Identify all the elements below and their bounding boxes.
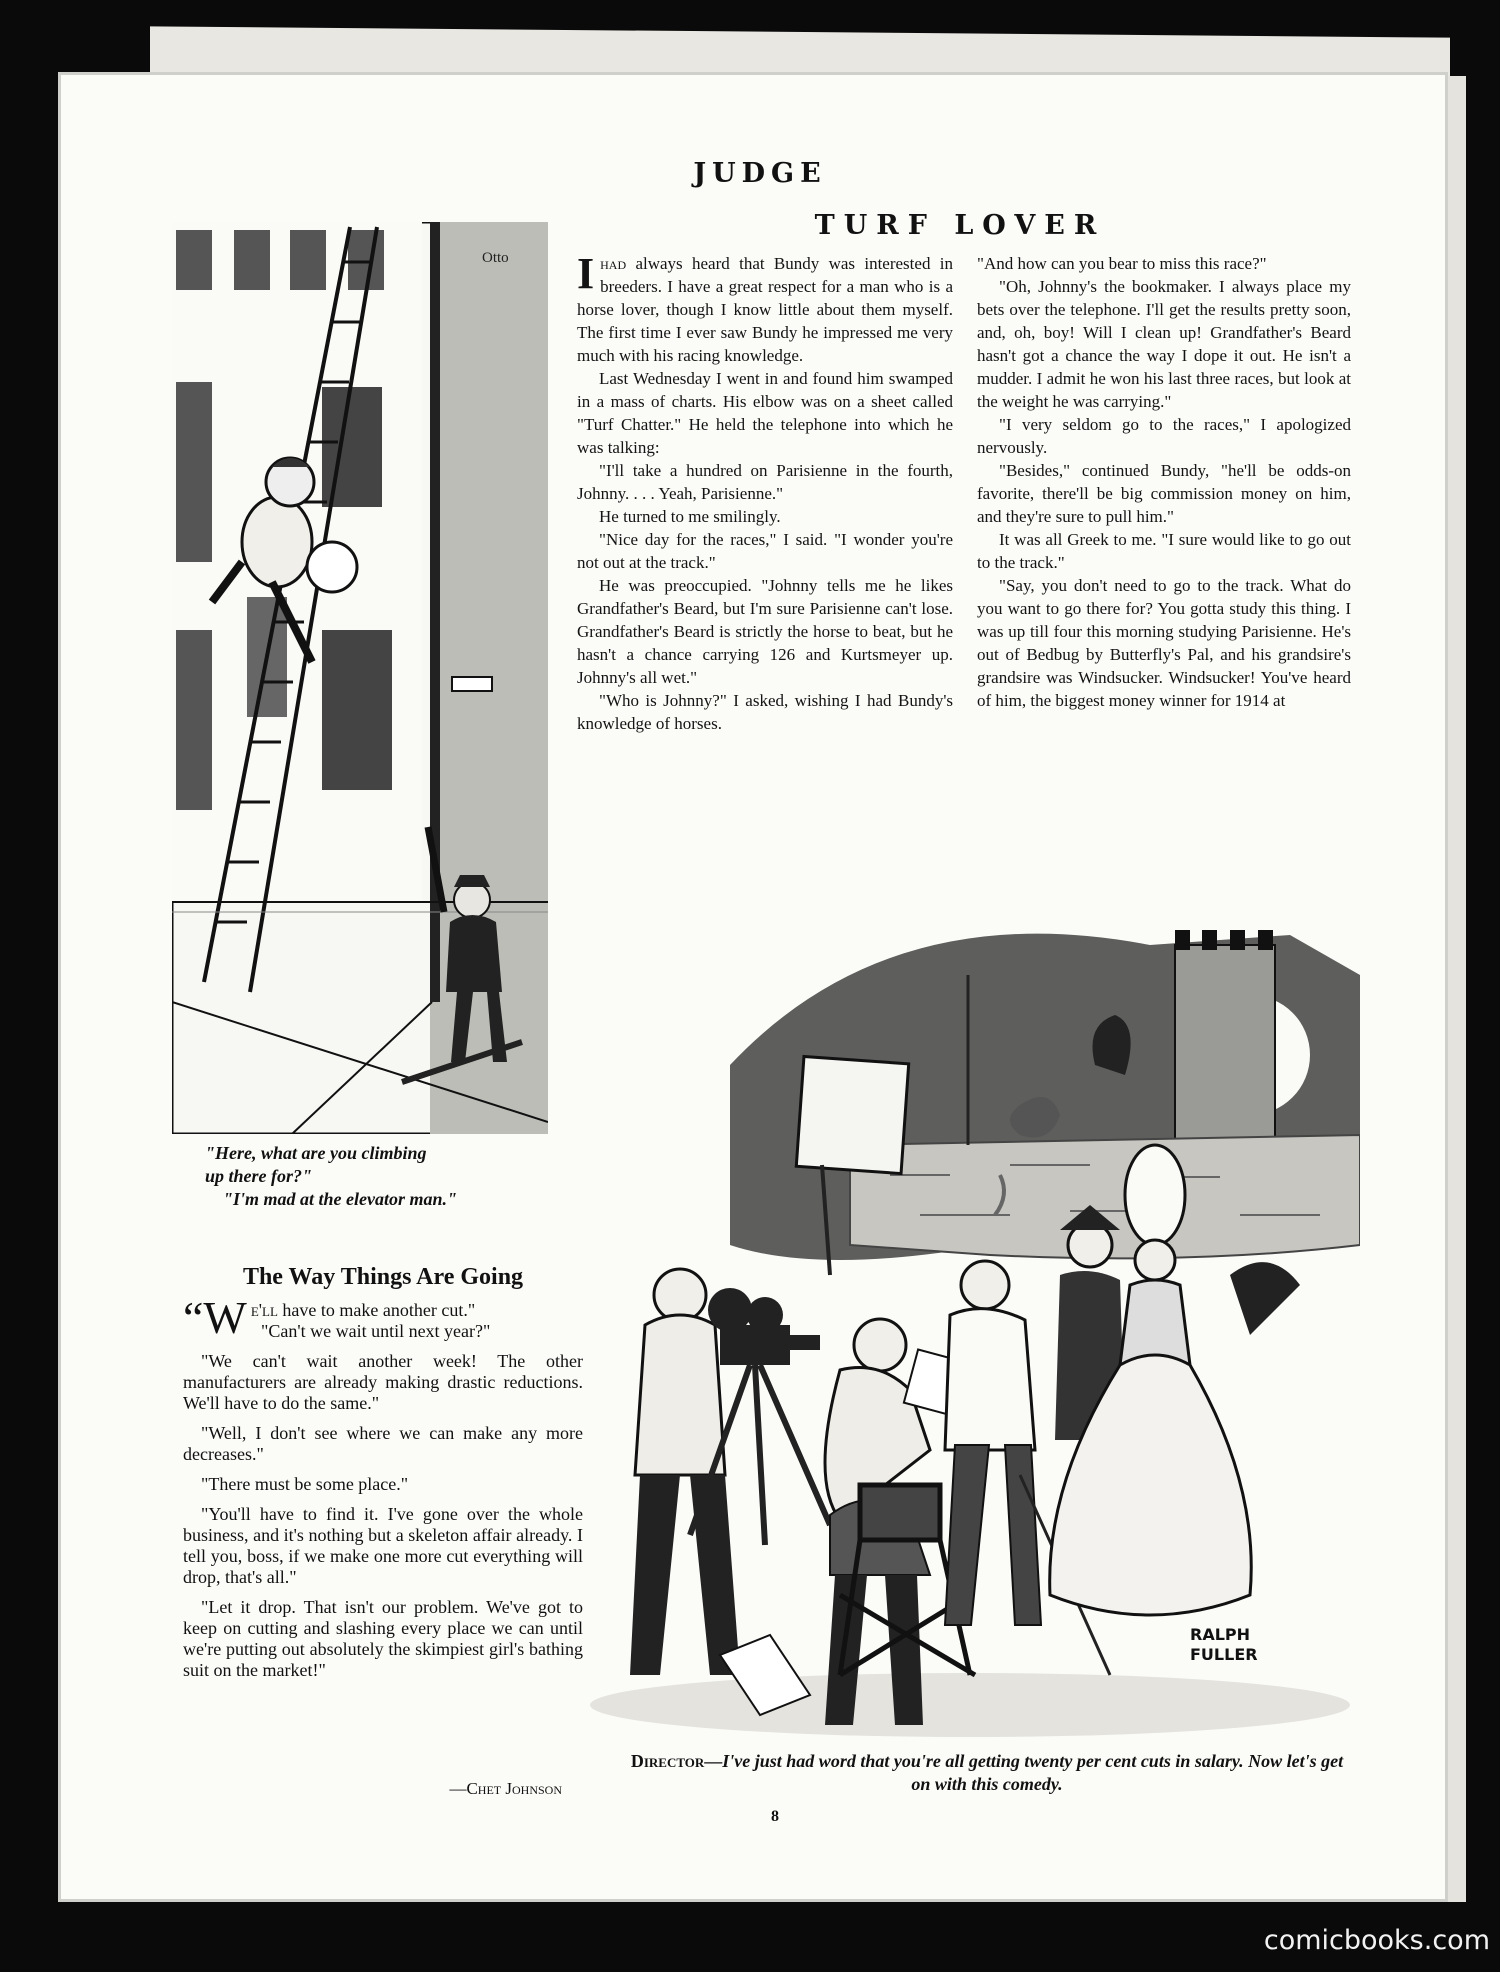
sidebar-paragraph: "Can't we wait until next year?" xyxy=(261,1321,491,1341)
article-column-middle xyxy=(577,252,953,897)
caption-text: I've just had word that you're all getting twenty per cent cuts in salary. Now let's get on with this comedy. xyxy=(722,1751,1344,1794)
caption-line: up there for?" xyxy=(205,1166,312,1186)
sidebar-paragraph: "We can't wait another week! The other manufacturers are already making drastic reductions. We'll have to do the same." xyxy=(183,1351,583,1413)
page-number: 8 xyxy=(771,1808,779,1825)
sidebar-column xyxy=(183,1292,583,1690)
magazine-name: JUDGE xyxy=(693,158,827,189)
artist-signature: FULLER xyxy=(1190,1645,1258,1664)
ladder-cartoon-caption xyxy=(205,1142,545,1211)
svg-text:Otto: Otto xyxy=(482,250,509,266)
sidebar-paragraph: "Let it drop. That isn't our problem. We've got to keep on cutting and slashing every place we can until we're putting out absolutely the skimpiest girl's bathing suit on the market!" xyxy=(183,1597,583,1680)
article-paragraph: "I very seldom go to the races," I apologized nervously. xyxy=(977,415,1351,457)
drop-cap: “W xyxy=(183,1292,247,1343)
caption-line: "I'm mad at the elevator man." xyxy=(205,1189,457,1209)
drop-cap: I xyxy=(577,252,595,298)
article-paragraph: It was all Greek to me. "I sure would like to go out to the track." xyxy=(977,530,1351,572)
article-paragraph: "Besides," continued Bundy, "he'll be odds-on favorite, there'll be big commission money on him, and they're sure to pull him." xyxy=(977,461,1351,526)
article-paragraph: "I'll take a hundred on Parisienne in the fourth, Johnny. . . . Yeah, Parisienne." xyxy=(577,461,953,503)
caption-line: "Here, what are you climbing xyxy=(205,1143,427,1163)
article-paragraph xyxy=(577,252,953,367)
site-watermark: comicbooks.com xyxy=(1263,1925,1490,1956)
film-set-cartoon xyxy=(590,915,1360,1745)
ladder-cartoon xyxy=(172,222,548,1134)
caption-dash: — xyxy=(704,1751,723,1771)
article-column-right xyxy=(977,252,1351,897)
article-title: TURF LOVER xyxy=(814,210,1106,241)
article-paragraph: "Nice day for the races," I said. "I wonder you're not out at the track." xyxy=(577,530,953,572)
lead-smallcaps: e'll xyxy=(250,1300,278,1320)
sidebar-byline: —Chet Johnson xyxy=(449,1779,562,1798)
article-paragraph: He turned to me smilingly. xyxy=(599,507,781,526)
sidebar-paragraph: "Well, I don't see where we can make any more decreases." xyxy=(183,1423,583,1464)
article-paragraph: Last Wednesday I went in and found him swamped in a mass of charts. His elbow was on a sheet called "Turf Chatter." He held the telephone into which he was talking: xyxy=(577,369,953,457)
sidebar-paragraph: "You'll have to find it. I've gone over the whole business, and it's nothing but a skeleton affair already. I tell you, boss, if we make one more cut everything will drop, that's all." xyxy=(183,1504,583,1587)
article-paragraph: "Oh, Johnny's the bookmaker. I always place my bets over the telephone. I'll get the results pretty soon, and, oh, boy! Will I clean up! Grandfather's Beard hasn't got a chance the way I dope it out. He isn't a mudder. I admit he won his last three races, but look at the weight he was carrying." xyxy=(977,277,1351,411)
article-paragraph: "Who is Johnny?" I asked, wishing I had Bundy's knowledge of horses. xyxy=(577,691,953,733)
lead-smallcaps: had xyxy=(600,254,627,273)
article-paragraph: "Say, you don't need to go to the track. What do you want to go there for? You gotta study this thing. I was up till four this morning studying Parisienne. He's out of Bedbug by Butterfly's Pal, and his grandsire's grandsire was Windsucker. Windsucker! You've heard of him, the biggest money winner for 1914 at xyxy=(977,576,1351,710)
sidebar-title: The Way Things Are Going xyxy=(242,1264,524,1290)
article-paragraph: He was preoccupied. "Johnny tells me he likes Grandfather's Beard, but I'm sure Parisienne can't lose. Grandfather's Beard is strictly the horse to beat, but he hasn't a chance carrying 126 and Kurtsmeyer up. Johnny's all wet." xyxy=(577,576,953,687)
artist-signature: RALPH xyxy=(1190,1625,1251,1644)
caption-speaker: Director xyxy=(630,1751,705,1771)
page-binding-edge xyxy=(1448,76,1466,1902)
film-set-cartoon-caption xyxy=(622,1750,1352,1796)
paragraph-text: always heard that Bundy was interested in breeders. I have a great respect for a man who is a horse lover, though I know little about them myself. The first time I ever saw Bundy he impressed me very much with his racing knowledge. xyxy=(577,254,953,365)
article-paragraph: "And how can you bear to miss this race?" xyxy=(977,254,1267,273)
paragraph-text: have to make another cut." xyxy=(282,1300,476,1320)
sidebar-paragraph: "There must be some place." xyxy=(201,1474,409,1494)
